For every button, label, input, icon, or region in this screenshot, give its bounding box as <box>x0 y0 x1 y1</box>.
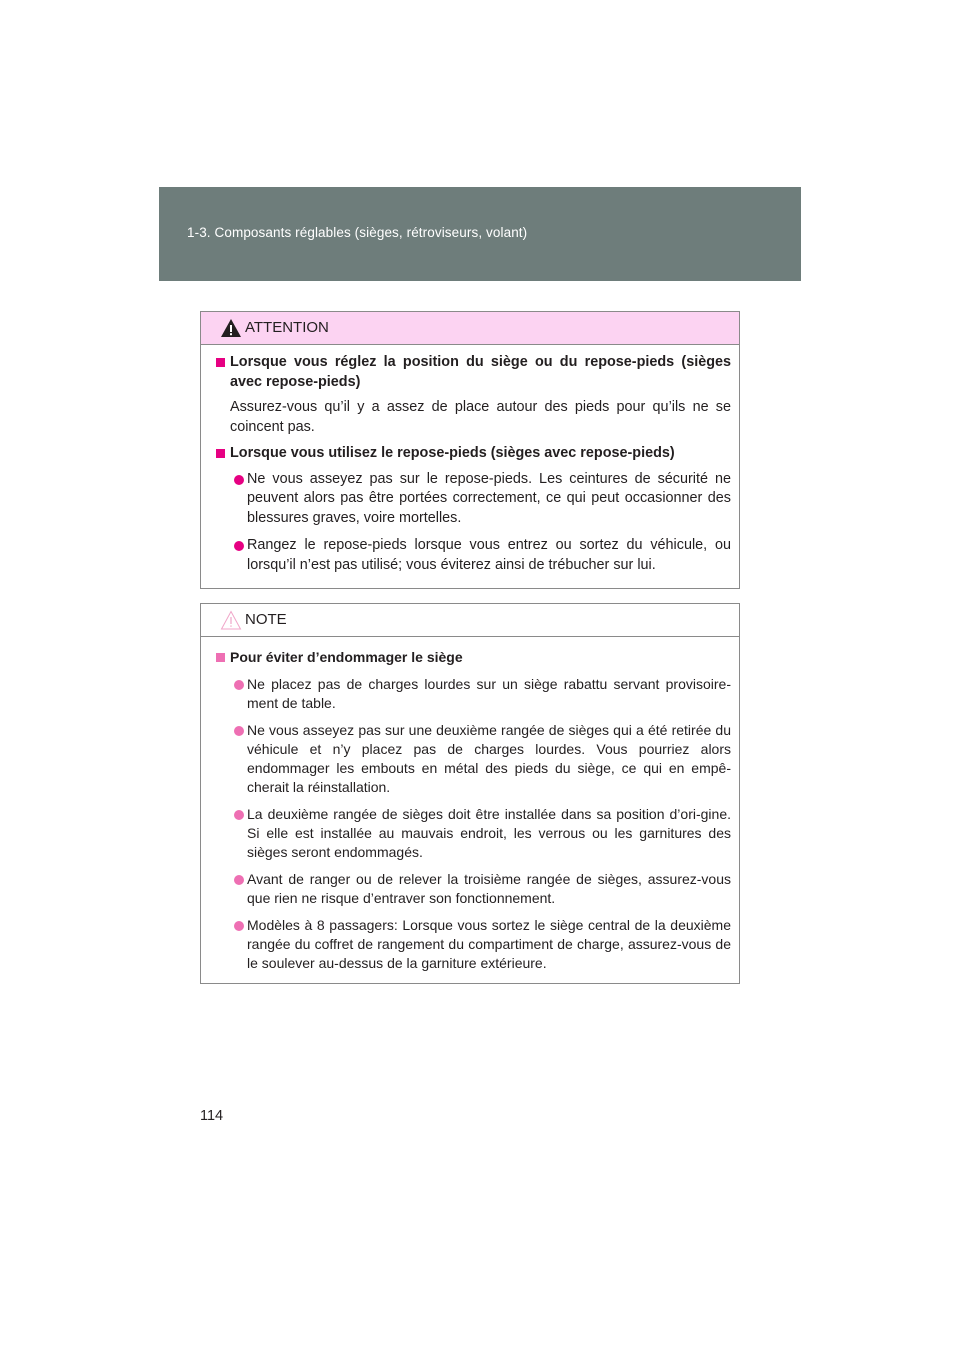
attention-header <box>201 312 739 345</box>
attention-bullet-1-text: Ne vous asseyez pas sur le repose-pieds. Les ceintures de sécurité ne peuvent alors pas être portées correctement, ce qui peut occasionner des blessures graves, voire mortelles. <box>247 470 731 526</box>
note-section <box>215 648 731 667</box>
square-bullet-icon <box>216 358 225 367</box>
note-bullet-5 <box>215 916 731 973</box>
note-bullet-3-text: La deuxième rangée de sièges doit être installée dans sa position d’ori-gine. Si elle est installée au mauvais endroit, les verrous ou les garnitures des sièges seront endommagés. <box>247 806 731 860</box>
square-bullet-icon <box>216 449 225 458</box>
round-bullet-icon <box>234 875 244 885</box>
section-header-band <box>159 187 801 281</box>
note-bullet-2-text: Ne vous asseyez pas sur une deuxième rangée de sièges qui a été retirée du véhicule et n’y placez pas de charges lourdes. Vous pourriez alors endommager les embouts en métal des pieds du siège, ce qui en empê-cherait la réinstallation. <box>247 722 731 795</box>
round-bullet-icon <box>234 726 244 736</box>
square-bullet-icon <box>216 653 225 662</box>
round-bullet-icon <box>234 541 244 551</box>
attention-section-2-title: Lorsque vous utilisez le repose-pieds (sièges avec repose-pieds) <box>230 445 675 461</box>
note-body <box>201 637 739 973</box>
attention-section-1-title: Lorsque vous réglez la position du siège ou du repose-pieds (sièges avec repose-pieds) <box>230 354 731 390</box>
attention-body <box>201 345 739 575</box>
round-bullet-icon <box>234 475 244 485</box>
note-label: NOTE <box>245 611 287 628</box>
attention-section-1-text: Assurez-vous qu’il y a assez de place autour des pieds pour qu’ils ne se coincent pas. <box>230 399 731 435</box>
attention-section-2 <box>215 444 731 464</box>
round-bullet-icon <box>234 810 244 820</box>
note-bullet-3 <box>215 805 731 862</box>
attention-bullet-2 <box>215 536 731 575</box>
attention-bullet-2-text: Rangez le repose-pieds lorsque vous entrez ou sortez du véhicule, ou lorsqu’il n’est pas utilisé; vous éviterez ainsi de trébucher sur lui. <box>247 537 731 573</box>
warning-triangle-icon <box>220 318 242 338</box>
note-bullet-2 <box>215 721 731 797</box>
note-bullet-1 <box>215 675 731 713</box>
attention-label: ATTENTION <box>245 319 329 336</box>
note-bullet-1-text: Ne placez pas de charges lourdes sur un siège rabattu servant provisoire-ment de table. <box>247 676 731 711</box>
note-bullet-5-text: Modèles à 8 passagers: Lorsque vous sortez le siège central de la deuxième rangée du coffret de rangement du compartiment de charge, assurez-vous de le soulever au-dessus de la garniture extérieure. <box>247 917 731 971</box>
note-section-title: Pour éviter d’endommager le siège <box>230 649 463 665</box>
note-box <box>200 603 740 984</box>
caution-outline-triangle-icon <box>220 610 242 630</box>
attention-box <box>200 311 740 589</box>
page-number: 114 <box>200 1108 224 1124</box>
round-bullet-icon <box>234 921 244 931</box>
section-title: 1-3. Composants réglables (sièges, rétroviseurs, volant) <box>187 225 528 240</box>
note-bullet-4 <box>215 870 731 908</box>
note-header <box>201 604 739 637</box>
attention-bullet-1 <box>215 470 731 529</box>
attention-section-1 <box>215 353 731 392</box>
round-bullet-icon <box>234 680 244 690</box>
note-bullet-4-text: Avant de ranger ou de relever la troisième rangée de sièges, assurez-vous que rien ne risque d’entraver son fonctionnement. <box>247 871 731 906</box>
